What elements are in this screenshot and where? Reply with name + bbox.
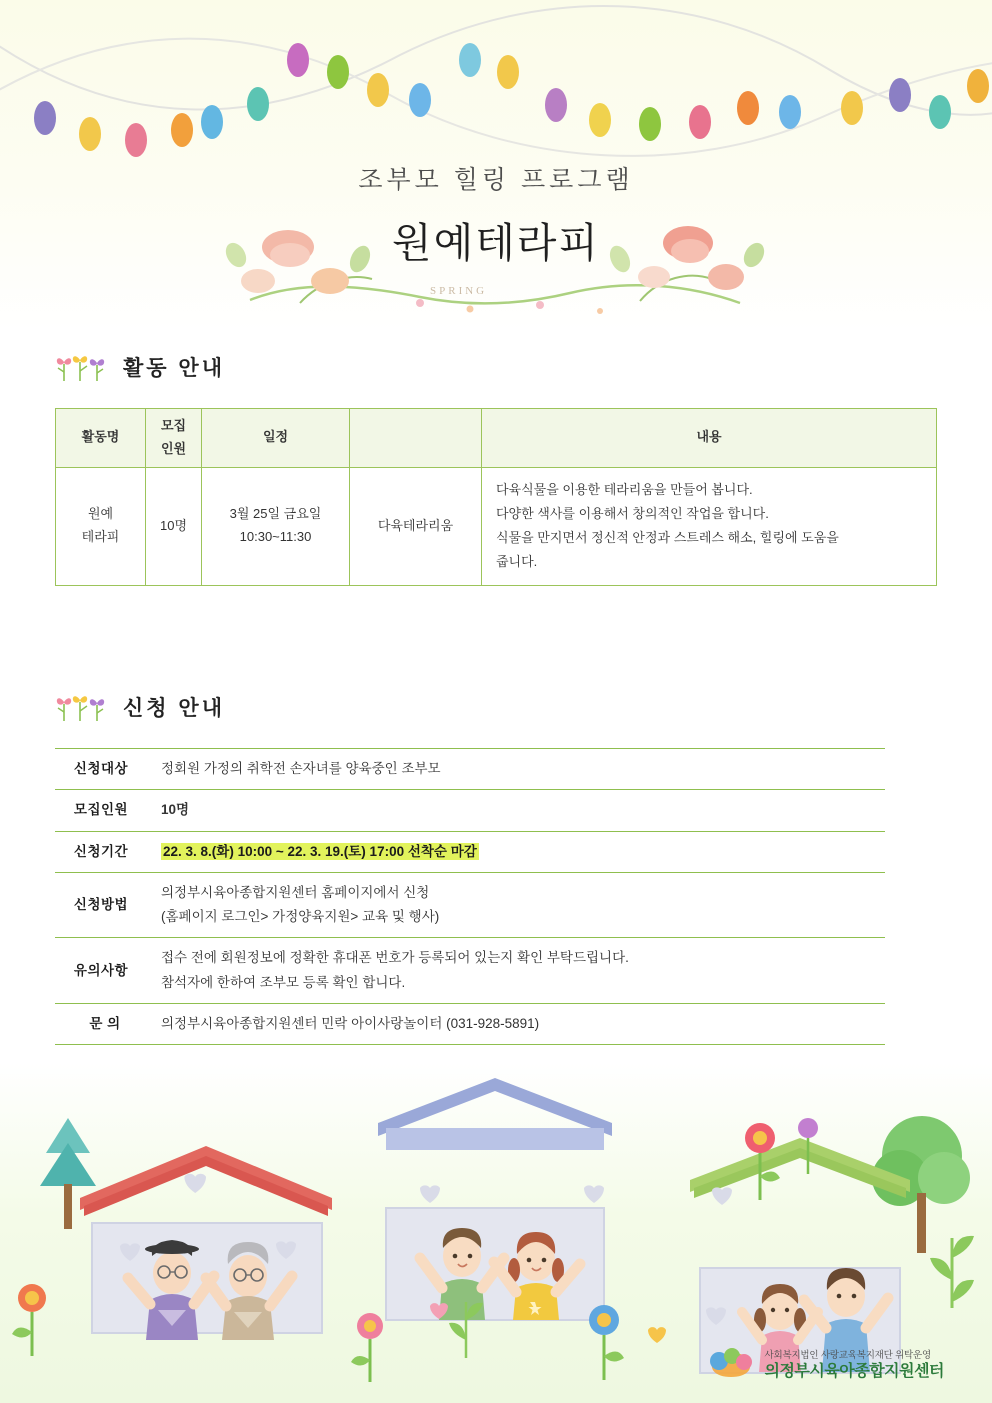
activity-table (55, 408, 937, 586)
activity-section-header (55, 352, 225, 382)
th-activity-name: 활동명 (56, 409, 146, 468)
organization-logo (705, 1347, 944, 1385)
apply-value-period-cell (147, 831, 885, 872)
apply-section-label: 신청 안내 (123, 697, 225, 720)
table-row (55, 1004, 885, 1045)
poster-title: 원예테라피 (391, 220, 601, 266)
schedule-line1: 3월 25일 금요일 (229, 506, 322, 522)
th-capacity (146, 409, 202, 468)
cell-schedule (202, 467, 350, 585)
cell-place: 다육테라리움 (350, 467, 482, 585)
apply-key-contact: 문 의 (55, 1004, 147, 1045)
apply-method-line1: 의정부시육아종합지원센터 홈페이지에서 신청 (161, 884, 430, 900)
apply-key-period: 신청기간 (55, 831, 147, 872)
th-capacity-line1: 모집 (160, 418, 187, 433)
cell-content (482, 467, 937, 585)
schedule-line2: 10:30~11:30 (239, 529, 312, 544)
photo-frame-family (690, 1138, 910, 1373)
th-content: 내용 (482, 409, 937, 468)
table-row (56, 467, 937, 585)
apply-notice-line1: 접수 전에 회원정보에 정확한 휴대폰 번호가 등록되어 있는지 확인 부탁드립니다. (161, 950, 629, 966)
table-row (55, 831, 885, 872)
content-line2: 다양한 색사를 이용해서 창의적인 작업을 합니다. (496, 505, 769, 521)
apply-section-header (55, 692, 225, 722)
content-line1: 다육식물을 이용한 테라리움을 만들어 봅니다. (496, 481, 753, 497)
flower-bullet-icon (55, 692, 109, 722)
apply-method-line2: (홈페이지 로그인> 가정양육지원> 교육 및 행사) (161, 909, 440, 925)
flower-bullet-icon (55, 352, 109, 382)
poster-subtitle: 조부모 힐링 프로그램 (358, 166, 634, 194)
table-header-row (56, 409, 937, 468)
content-line3: 식물을 만지면서 정신적 안정과 스트레스 해소, 힐링에 도움을 (496, 530, 839, 545)
apply-key-notice: 유의사항 (55, 938, 147, 1004)
spring-decor-text: SPRING (430, 285, 488, 297)
table-row (55, 790, 885, 831)
apply-value-period: 22. 3. 8.(화) 10:00 ~ 22. 3. 19.(토) 17:00 선착순 마감 (163, 843, 477, 859)
activity-section-label: 활동 안내 (123, 357, 225, 380)
apply-key-capacity: 모집인원 (55, 790, 147, 831)
th-schedule: 일정 (202, 409, 350, 468)
apply-notice-line2: 참석자에 한하여 조부모 등록 확인 합니다. (161, 974, 406, 990)
photo-frame-kids (378, 1078, 612, 1320)
apply-value-method (147, 872, 885, 938)
logo-line-2: 의정부시육아종합지원센터 (764, 1362, 944, 1380)
logo-mark-icon (705, 1347, 757, 1385)
poster-title-block (0, 160, 992, 269)
activity-name-line2: 테라피 (81, 529, 120, 544)
apply-value-capacity: 10명 (147, 790, 885, 831)
th-place (350, 409, 482, 468)
application-table (55, 748, 885, 1045)
apply-value-target: 정회원 가정의 취학전 손자녀를 양육중인 조부모 (147, 749, 885, 790)
logo-line-1: 사회복지법인 사랑교육복지재단 위탁운영 (764, 1350, 931, 1362)
logo-text-block (765, 1350, 944, 1382)
apply-key-target: 신청대상 (55, 749, 147, 790)
apply-value-notice (147, 938, 885, 1004)
table-row (55, 938, 885, 1004)
th-capacity-line2: 인원 (160, 440, 187, 456)
content-line4: 줍니다. (496, 554, 538, 570)
cell-capacity: 10명 (146, 467, 202, 585)
table-row (55, 872, 885, 938)
apply-key-method: 신청방법 (55, 872, 147, 938)
cell-activity-name (56, 467, 146, 585)
table-row (55, 749, 885, 790)
activity-name-line1: 원예 (87, 506, 114, 522)
apply-value-contact: 의정부시육아종합지원센터 민락 아이사랑놀이터 (031-928-5891) (147, 1004, 885, 1045)
